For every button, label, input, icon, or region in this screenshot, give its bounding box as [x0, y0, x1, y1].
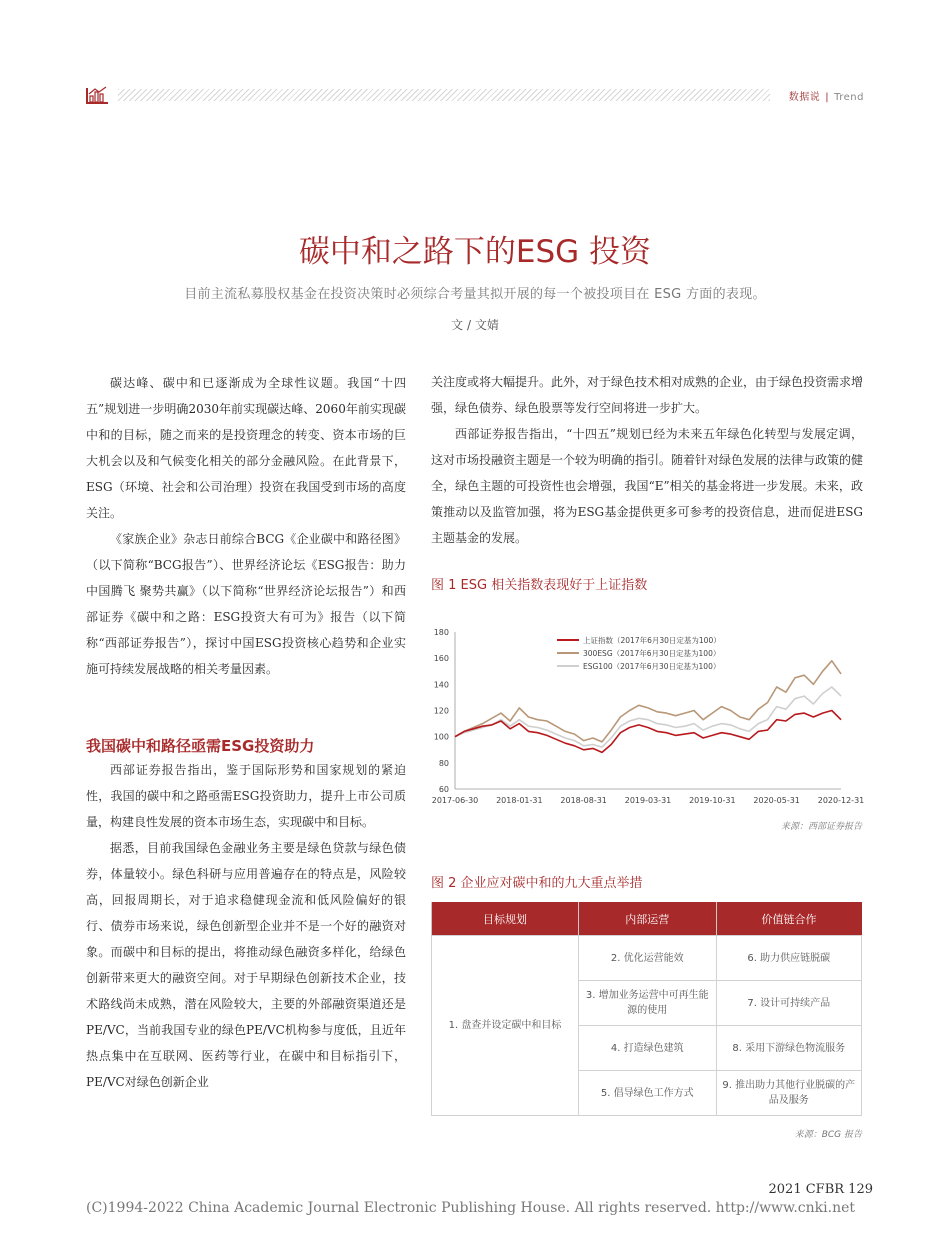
y-tick-label: 140 [433, 680, 449, 690]
table-header-cell: 价值链合作 [716, 902, 861, 936]
table-cell: 2. 优化运营能效 [579, 936, 717, 981]
table-cell: 5. 倡导绿色工作方式 [579, 1071, 717, 1116]
table-cell: 3. 增加业务运营中可再生能源的使用 [579, 981, 717, 1026]
x-tick-label: 2019-10-31 [689, 796, 736, 805]
paragraph: 西部证券报告指出，“十四五”规划已经为未来五年绿色化转型与发展定调，这对市场投融资主题是一个较为明确的指引。随着针对绿色发展的法律与政策的健全，绿色主题的可投资性也会增强，我国“E”相关的基金将进一步发展。未来，政策推动以及监管加强，将为ESG基金提供更多可参考的投资信息，进而促进ESG主题基金的发展。 [431, 427, 864, 545]
article-author: 文 / 文婧 [451, 318, 499, 332]
copyright-line: (C)1994-2022 China Academic Journal Electronic Publishing House. All rights reserved. http://www.cnki.net [86, 1200, 856, 1216]
header-separator: | [825, 92, 830, 103]
paragraph: 《家族企业》杂志日前综合BCG《企业碳中和路径图》（以下简称“BCG报告”）、世界经济论坛《ESG报告：助力中国腾飞 聚势共赢》（以下简称“世界经济论坛报告”）和西部证券《碳中和之路：ESG投资大有可为》报告（以下简称“西部证券报告”），探讨中国ESG投资核心趋势和企业实施可持续发展战略的相关考量因素。 [86, 532, 406, 676]
y-tick-label: 160 [433, 654, 449, 664]
figure1-source: 来源：西部证券报告 [780, 822, 862, 832]
table-cell: 7. 设计可持续产品 [716, 981, 861, 1026]
y-tick-label: 60 [438, 785, 449, 794]
section-heading: 我国碳中和路径亟需ESG投资助力 [86, 737, 315, 755]
header-hatch-band [118, 89, 770, 101]
x-tick-label: 2018-08-31 [560, 796, 607, 805]
article-subtitle: 目前主流私募股权基金在投资决策时必须综合考量其拟开展的每一个被投项目在 ESG 方面的表现。 [184, 287, 766, 302]
x-tick-label: 2018-01-31 [496, 796, 543, 805]
legend-label: ESG100（2017年6月30日定基为100） [583, 662, 721, 671]
table-cell: 4. 打造绿色建筑 [579, 1026, 717, 1071]
table-cell-goal: 1. 盘查并设定碳中和目标 [432, 936, 579, 1116]
y-tick-label: 80 [438, 758, 449, 768]
left-column-intro [86, 370, 406, 682]
paragraph: 据悉，目前我国绿色金融业务主要是绿色贷款与绿色债券，体量较小。绿色科研与应用普遍存在的特点是，风险较高，回报周期长，对于追求稳健现金流和低风险偏好的银行、债券市场来说，绿色创新型企业并不是一个好的融资对象。而碳中和目标的提出，将推动绿色融资多样化，给绿色创新带来更大的融资空间。对于早期绿色创新技术企业，技术路线尚未成熟，潜在风险较大，主要的外部融资渠道还是PE/VC，当前我国专业的绿色PE/VC机构参与度低，且近年热点集中在互联网、医药等行业，在碳中和目标指引下，PE/VC对绿色创新企业 [86, 841, 406, 1089]
x-tick-label: 2020-05-31 [753, 796, 800, 805]
y-tick-label: 120 [433, 706, 449, 716]
figure2-source: 来源：BCG 报告 [794, 1130, 862, 1140]
figure1-title: 图 1 ESG 相关指数表现好于上证指数 [431, 578, 648, 593]
table-cell: 8. 采用下游绿色物流服务 [716, 1026, 861, 1071]
paragraph: 西部证券报告指出，鉴于国际形势和国家规划的紧迫性，我国的碳中和之路亟需ESG投资助力，提升上市公司质量，构建良性发展的资本市场生态，实现碳中和目标。 [86, 763, 406, 829]
legend-label: 300ESG（2017年6月30日定基为100） [583, 649, 721, 658]
paragraph-continuation: 关注度或将大幅提升。此外，对于绿色技术相对成熟的企业，由于绿色投资需求增强，绿色债券、绿色股票等发行空间将进一步扩大。 [431, 375, 864, 415]
y-tick-label: 180 [433, 628, 449, 637]
y-tick-label: 100 [433, 732, 449, 742]
page-number: 2021 CFBR 129 [768, 1182, 873, 1197]
table-header-cell: 内部运营 [579, 902, 717, 936]
figure1-line-chart [431, 622, 871, 810]
table-cell: 6. 助力供应链脱碳 [716, 936, 861, 981]
left-column-body [86, 757, 406, 1095]
header-logo-icon [86, 86, 108, 104]
x-tick-label: 2020-12-31 [817, 796, 865, 805]
table-header-cell: 目标规划 [432, 902, 579, 936]
x-tick-label: 2019-03-31 [624, 796, 672, 805]
figure2-table [431, 902, 862, 1116]
series-line [455, 661, 841, 742]
table-header-row [432, 902, 862, 936]
header-column-label [789, 88, 864, 103]
figure2-title: 图 2 企业应对碳中和的九大重点举措 [431, 876, 643, 891]
right-column-text [431, 369, 863, 551]
table-cell: 9. 推出助力其他行业脱碳的产品及服务 [716, 1071, 861, 1116]
paragraph: 碳达峰、碳中和已逐渐成为全球性议题。我国“十四五”规划进一步明确2030年前实现碳达峰、2060年前实现碳中和的目标，随之而来的是投资理念的转变、资本市场的巨大机会以及和气候变化相关的部分金融风险。在此背景下，ESG（环境、社会和公司治理）投资在我国受到市场的高度关注。 [86, 376, 406, 520]
article-title: 碳中和之路下的ESG 投资 [298, 234, 652, 270]
table-row [432, 936, 862, 981]
legend-label: 上证指数（2017年6月30日定基为100） [583, 636, 721, 645]
header-column-cn: 数据说 [788, 92, 821, 103]
x-tick-label: 2017-06-30 [431, 796, 479, 805]
header-column-en: Trend [834, 92, 864, 103]
